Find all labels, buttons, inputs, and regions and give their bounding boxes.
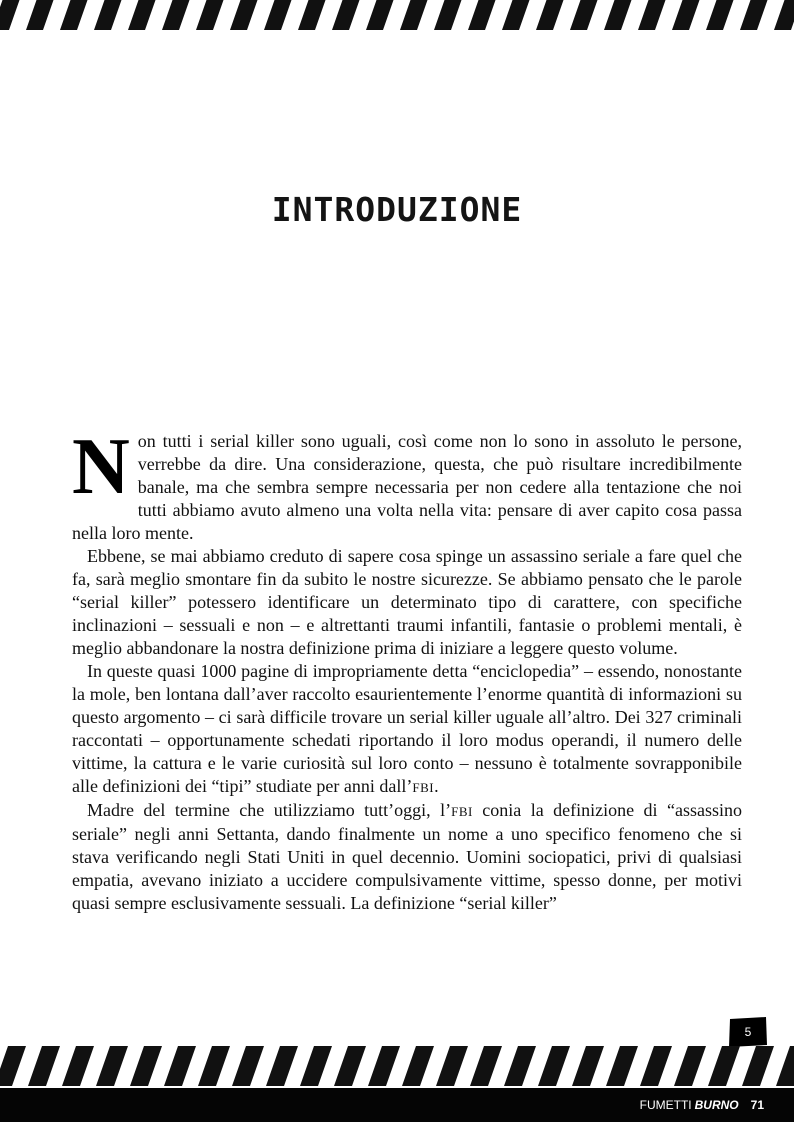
paragraph-3	[72, 660, 742, 799]
page-number: 5	[744, 1025, 752, 1039]
top-stripe	[128, 0, 156, 30]
top-stripe	[672, 0, 700, 30]
bottom-stripe-pattern	[0, 1046, 794, 1092]
footer-page-counter: 71	[750, 1098, 764, 1112]
top-stripe	[604, 0, 632, 30]
publisher-brand: BURNO	[694, 1098, 739, 1112]
paragraph-4-text: Madre del termine che utilizziamo tutt’oggi, l’	[87, 800, 452, 820]
top-stripe	[332, 0, 360, 30]
page-title: INTRODUZIONE	[271, 190, 523, 229]
bottom-stripe	[334, 1046, 366, 1086]
bottom-stripe	[640, 1046, 672, 1086]
top-stripe	[706, 0, 734, 30]
bottom-stripe	[402, 1046, 434, 1086]
top-stripe	[774, 0, 794, 30]
top-hazard-stripes	[0, 0, 794, 36]
bottom-stripe	[266, 1046, 298, 1086]
top-stripe	[162, 0, 190, 30]
bottom-stripe	[28, 1046, 60, 1086]
publisher-prefix: FUMETTI	[639, 1098, 692, 1112]
paragraph-3-text: In queste quasi 1000 pagine di impropriamente detta “enciclopedia” – essendo, nonostante la mole, ben lontana dall’aver raccolto esaurientemente l’enorme quantità di informazioni su questo argomento – ci sarà difficile trovare un serial killer uguale all’altro. Dei 327 criminali raccontati – opportunamente schedati riportando il loro modus operandi, il numero delle vittime, la cattura e le varie curiosità sul loro conto – nessuno è totalmente sovrapponibile alle definizioni dei “tipi” studiate per anni dall’	[72, 661, 742, 796]
bottom-stripe	[62, 1046, 94, 1086]
paragraph-1-text: on tutti i serial killer sono uguali, così come non lo sono in assoluto le persone, verrebbe da dire. Una considerazione, questa, che può risultare incredibilmente banale, ma che sembra sempre necessaria per non cedere alla tentazione che noi tutti abbiamo avuto almeno una volta nella vita: pensare di aver capito cosa passa nella loro mente.	[72, 431, 742, 543]
top-stripe	[400, 0, 428, 30]
top-stripe	[638, 0, 666, 30]
fbi-abbreviation: FBI	[412, 780, 435, 795]
bottom-stripe	[96, 1046, 128, 1086]
paragraph-2	[72, 545, 742, 660]
top-stripe	[230, 0, 258, 30]
top-stripe	[0, 0, 20, 30]
fbi-abbreviation: FBI	[451, 804, 473, 819]
top-stripe	[434, 0, 462, 30]
top-stripe	[26, 0, 54, 30]
paragraph-4-rest: conia la definizione di “assassino seriale” negli anni Settanta, dando finalmente un nome a uno specifico fenomeno che si stava verificando negli Stati Uniti in quel decennio. Uomini sociopatici, privi di qualsiasi empatia, avevano iniziato a uccidere compulsivamente vittime, spesso donne, per motivi quasi sempre esclusivamente sessuali. La definizione “serial killer”	[72, 800, 742, 913]
bottom-stripe	[164, 1046, 196, 1086]
bottom-stripe	[606, 1046, 638, 1086]
bottom-stripe	[742, 1046, 774, 1086]
bottom-stripe	[300, 1046, 332, 1086]
bottom-stripe	[130, 1046, 162, 1086]
page-number-badge	[728, 1016, 768, 1048]
bottom-stripe	[538, 1046, 570, 1086]
paragraph-3-end: .	[434, 776, 439, 796]
bottom-stripe	[504, 1046, 536, 1086]
top-stripe	[570, 0, 598, 30]
bottom-stripe	[708, 1046, 740, 1086]
bottom-stripe	[0, 1046, 26, 1086]
top-stripe	[468, 0, 496, 30]
top-stripe	[60, 0, 88, 30]
body-text	[72, 423, 742, 915]
bottom-stripe	[232, 1046, 264, 1086]
top-stripe	[196, 0, 224, 30]
bottom-stripe	[776, 1046, 794, 1086]
paragraph-1	[72, 423, 742, 545]
paragraph-4	[72, 799, 742, 915]
bottom-stripe	[368, 1046, 400, 1086]
top-stripe-pattern	[0, 0, 794, 36]
footer-bar	[0, 1088, 794, 1122]
footer-text	[640, 1098, 764, 1112]
bottom-stripe	[674, 1046, 706, 1086]
top-stripe	[502, 0, 530, 30]
bottom-stripe	[198, 1046, 230, 1086]
bottom-stripe	[572, 1046, 604, 1086]
top-stripe	[264, 0, 292, 30]
bottom-stripe	[436, 1046, 468, 1086]
top-stripe	[740, 0, 768, 30]
drop-cap: N	[72, 423, 130, 511]
top-stripe	[298, 0, 326, 30]
paragraph-2-text: Ebbene, se mai abbiamo creduto di sapere cosa spinge un assassino seriale a fare quel che fa, sarà meglio smontare fin da subito le nostre sicurezze. Se abbiamo pensato che le parole “serial killer” potessero identificare un determinato tipo di carattere, con specifiche inclinazioni – sessuali e non – e altrettanti traumi infantili, fantasie o problemi mentali, è meglio abbandonare la nostra definizione prima di iniziare a leggere questo volume.	[72, 546, 742, 658]
bottom-stripe	[470, 1046, 502, 1086]
bottom-hazard-stripes	[0, 1046, 794, 1092]
top-stripe	[94, 0, 122, 30]
top-stripe	[366, 0, 394, 30]
top-stripe	[536, 0, 564, 30]
